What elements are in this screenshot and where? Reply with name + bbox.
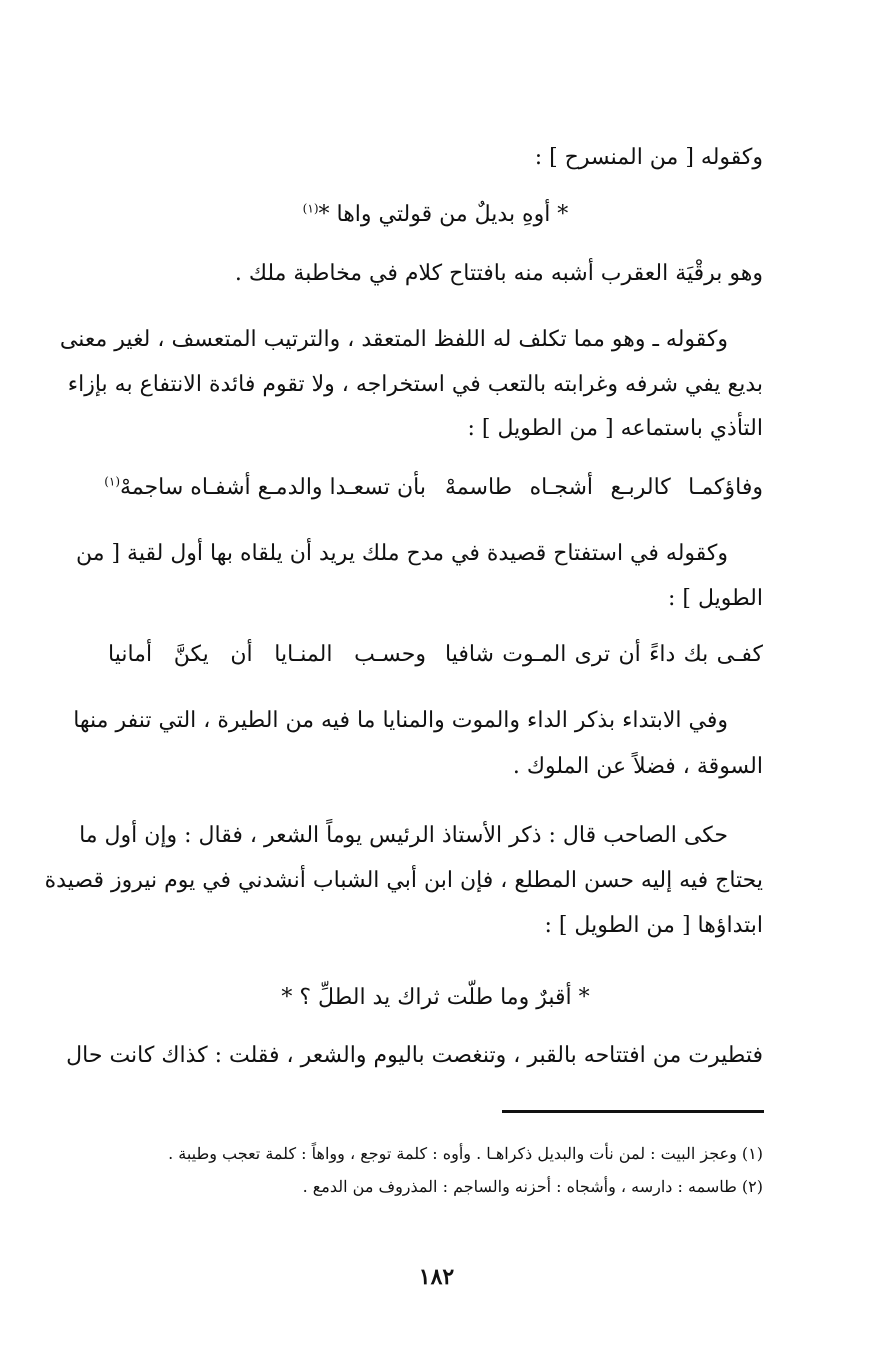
paragraph-line: فتطيرت من افتتاحه بالقبر ، وتنغصت باليوم والشعر ، فقلت : كذاك كانت حال xyxy=(66,1043,763,1068)
page-number: ١٨٢ xyxy=(418,1264,455,1290)
verse-second-hemistich: وحسـب المنـايا أن يكنَّ أمانيا xyxy=(108,642,426,667)
verse-line-2 xyxy=(108,640,763,670)
verse-first-hemistich: كفـى بك داءً أن ترى المـوت شافيا xyxy=(445,642,763,667)
hemistich-text: * أوهِ بديلٌ من قولتي واها * xyxy=(318,202,569,227)
verse-line-1 xyxy=(104,473,763,503)
text-line: وهو برقْيَة العقرب أشبه منه بافتتاح كلام في مخاطبة ملك . xyxy=(234,261,763,286)
footnote-1: (١) وعجز البيت : لمن نأت والبديل ذكراهـا . وأوه : كلمة توجع ، وواهاً : كلمة تعجب وطيبة . xyxy=(168,1144,763,1163)
hemistich-quote: * أقبرٌ وما طلّت ثراك يد الطلِّ ؟ * xyxy=(281,985,590,1010)
footnote-ref-1: (١) xyxy=(302,201,319,216)
footnote-2: (٢) طاسمه : دارسه ، وأشجاه : أحزنه والساجم : المذروف من الدمع . xyxy=(302,1177,763,1196)
verse-first-hemistich: وفاؤكمـا كالربـع أشجـاه طاسمهْ xyxy=(445,475,763,500)
paragraph-line: وكقوله في استفتاح قصيدة في مدح ملك يريد أن يلقاه بها أول لقية [ من xyxy=(75,541,728,566)
paragraph-line: يحتاج فيه إليه حسن المطلع ، فإن ابن أبي الشباب أنشدني في يوم نيروز قصيدة xyxy=(44,868,763,893)
text-line: وكقوله [ من المنسرح ] : xyxy=(534,145,763,170)
paragraph-line: السوقة ، فضلاً عن الملوك . xyxy=(512,754,763,779)
hemistich-quote xyxy=(108,200,763,230)
paragraph-line: وكقوله ـ وهو مما تكلف له اللفظ المتعقد ، والترتيب المتعسف ، لغير معنى xyxy=(59,327,728,352)
footnote-ref-2: (١) xyxy=(104,474,121,489)
paragraph-line: حكى الصاحب قال : ذكر الأستاذ الرئيس يوماً الشعر ، فقال : وإن أول ما xyxy=(79,823,728,848)
verse-second-text: بأن تسعـدا والدمـع أشفـاه ساجمهْ xyxy=(120,475,426,500)
paragraph-line: التأذي باستماعه [ من الطويل ] : xyxy=(467,416,763,441)
paragraph-line: الطويل ] : xyxy=(668,586,763,611)
paragraph-line: ابتداؤها [ من الطويل ] : xyxy=(544,913,763,938)
paragraph-line: وفي الابتداء بذكر الداء والموت والمنايا ما فيه من الطيرة ، التي تنفر منها xyxy=(73,708,728,733)
footnote-divider xyxy=(502,1110,764,1113)
verse-second-hemistich xyxy=(104,473,426,503)
paragraph-line: بديع يفي شرفه وغرابته بالتعب في استخراجه ، ولا تقوم فائدة الانتفاع به بإزاء xyxy=(67,372,763,397)
